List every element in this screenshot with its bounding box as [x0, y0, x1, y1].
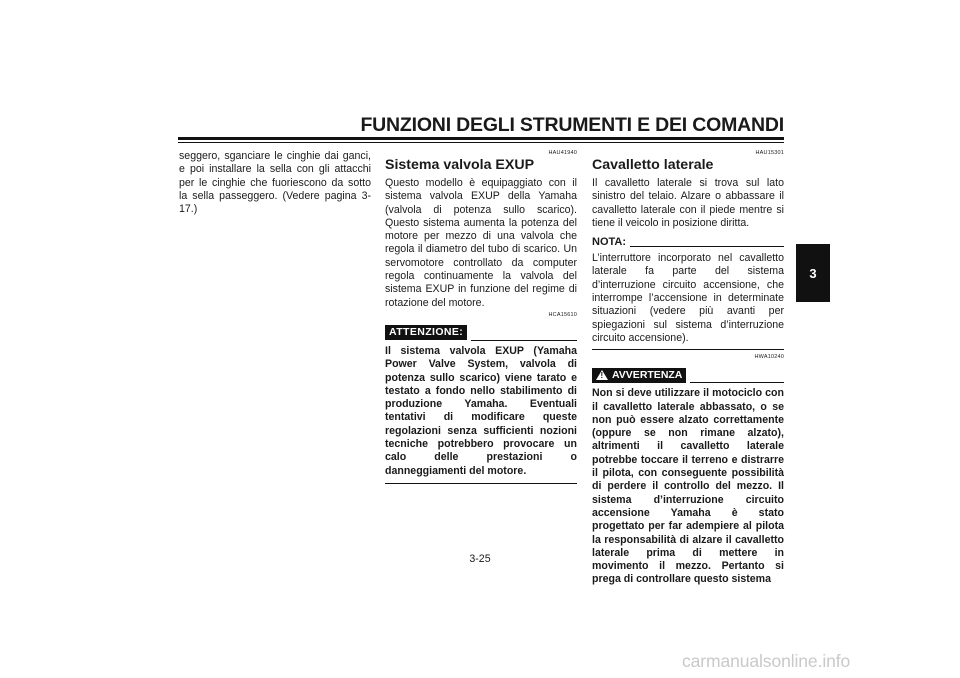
warning-label: AVVERTENZA — [612, 368, 683, 381]
header-rule-thin — [178, 142, 784, 143]
page-number: 3-25 — [469, 553, 491, 565]
note-label: NOTA: — [592, 236, 627, 249]
note-end-rule — [592, 349, 784, 350]
continued-paragraph: seggero, sganciare le cinghie dai ganci, e poi installare la sella con gli attacchi per le cinghie che fuoriescono da sotto la sella passeggero. (Vedere pagina 3-17.) — [179, 150, 371, 216]
column-2 — [385, 150, 577, 484]
warning-text: Non si deve utilizzare il motociclo con il cavalletto laterale abbassato, o se non può essere alzato correttamente (oppure se non rimane alzato), altrimenti il cavalletto laterale potrebbe toccare il terreno e distrarre il pilota, con conseguente possibilità di perdere il controllo del mezzo. Il sistema d’interruzione circuito accensione Yamaha è stato progettato per far adempiere al pilota la responsabilità di alzare il cavalletto laterale prima di mettere in movimento il mezzo. Pertanto si prega di controllare questo sistema — [592, 387, 784, 586]
caution-header-line — [471, 340, 577, 341]
section-body-exup: Questo modello è equipaggiato con il sistema valvola EXUP della Yamaha (valvola di potenza sullo scarico). Questo sistema aumenta la potenza del motore per mezzo di una valvola che regola il diametro del tubo di scarico. Un servomotore controllato da computer regola continuamente la valvola del sistema EXUP in funzione del regime di rotazione del motore. — [385, 177, 577, 309]
caution-header — [385, 325, 577, 341]
watermark: carmanualsonline.info — [682, 651, 851, 671]
section-code: HAU41940 — [548, 150, 577, 156]
section-heading-side-stand: Cavalletto laterale — [592, 157, 714, 173]
column-1 — [179, 150, 371, 216]
note-text: L’interruttore incorporato nel cavalletto laterale fa parte del sistema d’interruzione circuito accensione, che interrompe l’accensione in determinate situazioni (vedere più avanti per spiegazioni sul sistema d’interruzione circuito accensione). — [592, 252, 784, 344]
caution-label: ATTENZIONE: — [385, 325, 467, 340]
chapter-tab: 3 — [796, 244, 830, 302]
warning-code: HWA10240 — [754, 354, 784, 361]
column-3 — [592, 150, 784, 587]
note-header — [592, 236, 784, 249]
section-body-side-stand: Il cavalletto laterale si trova sul lato sinistro del telaio. Alzare o abbassare il cavalletto laterale con il piede mentre si tiene il veicolo in posizione diritta. — [592, 177, 784, 229]
page-header-title: FUNZIONI DEGLI STRUMENTI E DEI COMANDI — [360, 114, 784, 136]
caution-end-rule — [385, 483, 577, 484]
header-rule-thick — [178, 137, 784, 140]
caution-text: Il sistema valvola EXUP (Yamaha Power Valve System, valvola di potenza sullo scarico) viene tarato e testato a fondo nello stabilimento di produzione Yamaha. Eventuali tentativi di modificare queste regolazioni senza sufficienti nozioni tecniche potrebbero provocare un calo delle prestazioni o danneggiamenti del motore. — [385, 344, 577, 477]
caution-code: HCA15610 — [548, 311, 577, 318]
note-header-line — [630, 246, 784, 247]
section-code: HAU15301 — [755, 150, 784, 156]
warning-header — [592, 367, 784, 383]
warning-header-line — [690, 382, 784, 383]
warning-box — [592, 368, 686, 383]
warning-triangle-icon: ! — [596, 370, 608, 380]
section-heading-exup: Sistema valvola EXUP — [385, 157, 535, 173]
